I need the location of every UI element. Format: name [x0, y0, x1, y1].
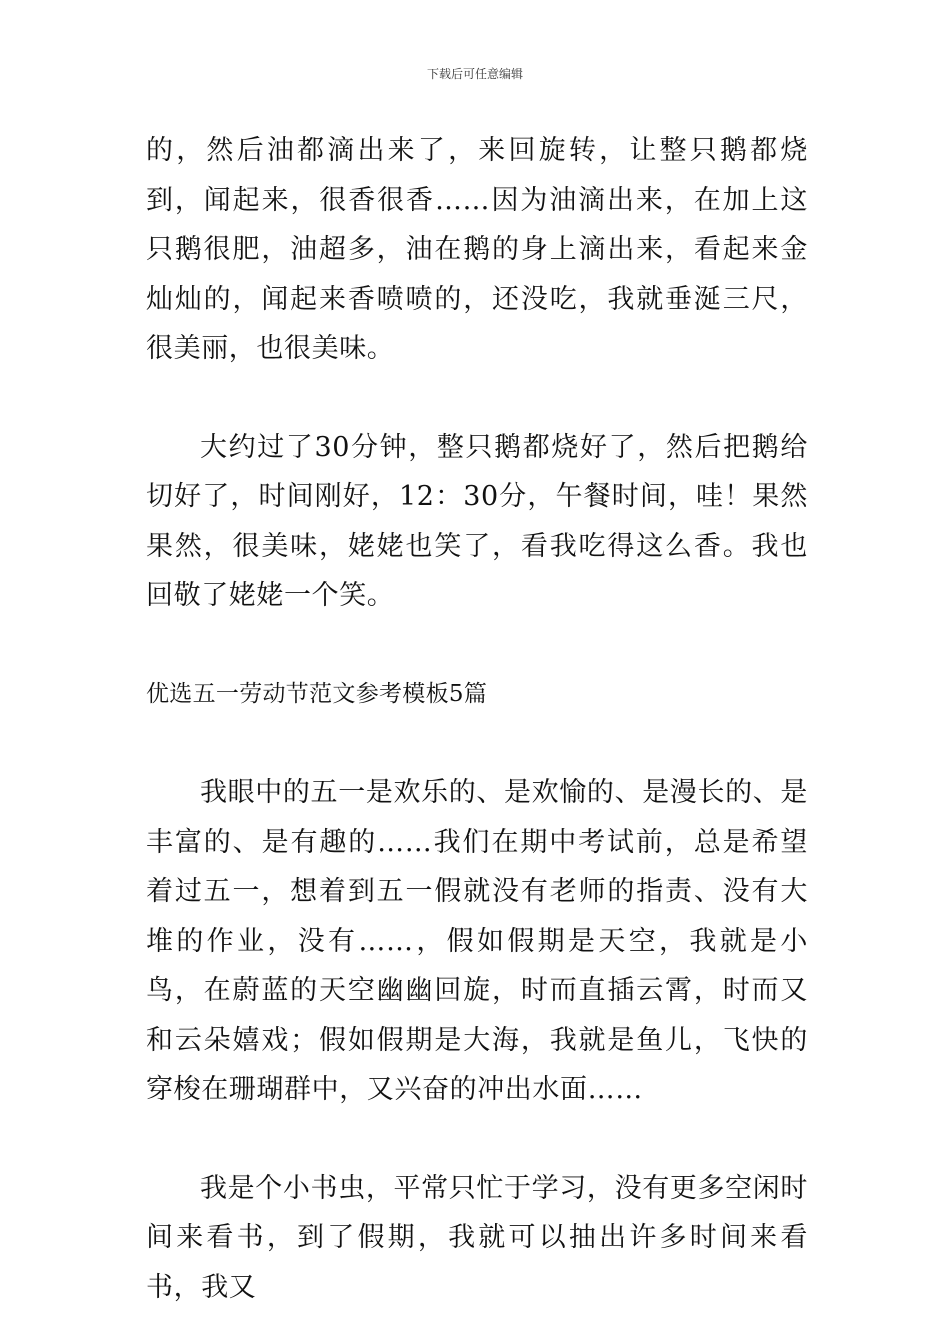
paragraph-1: 的，然后油都滴出来了，来回旋转，让整只鹅都烧到，闻起来，很香很香……因为油滴出来，在加上这只鹅很肥，油超多，油在鹅的身上滴出来，看起来金灿灿的，闻起来香喷喷的，还没吃，我就垂涎三尺，很美丽，也很美味。: [146, 135, 808, 364]
document-body: [146, 126, 808, 1312]
paragraph-4: 我是个小书虫，平常只忙于学习，没有更多空闲时间来看书，到了假期，我就可以抽出许多时间来看书，我又: [146, 1172, 808, 1303]
page-header: 下载后可任意编辑: [426, 67, 523, 81]
paragraph-3: 我眼中的五一是欢乐的、是欢愉的、是漫长的、是丰富的、是有趣的……我们在期中考试前，总是希望着过五一，想着到五一假就没有老师的指责、没有大堆的作业，没有……，假如假期是天空，我就是小鸟，在蔚蓝的天空幽幽回旋，时而直插云霄，时而又和云朵嬉戏；假如假期是大海，我就是鱼儿，飞快的穿梭在珊瑚群中，又兴奋的冲出水面……: [146, 777, 808, 1105]
paragraph-2: 大约过了30分钟，整只鹅都烧好了，然后把鹅给切好了，时间刚好，12：30分，午餐时间，哇！果然果然，很美味，姥姥也笑了，看我吃得这么香。我也回敬了姥姥一个笑。: [146, 431, 808, 611]
section-heading: 优选五一劳动节范文参考模板5篇: [146, 680, 488, 707]
